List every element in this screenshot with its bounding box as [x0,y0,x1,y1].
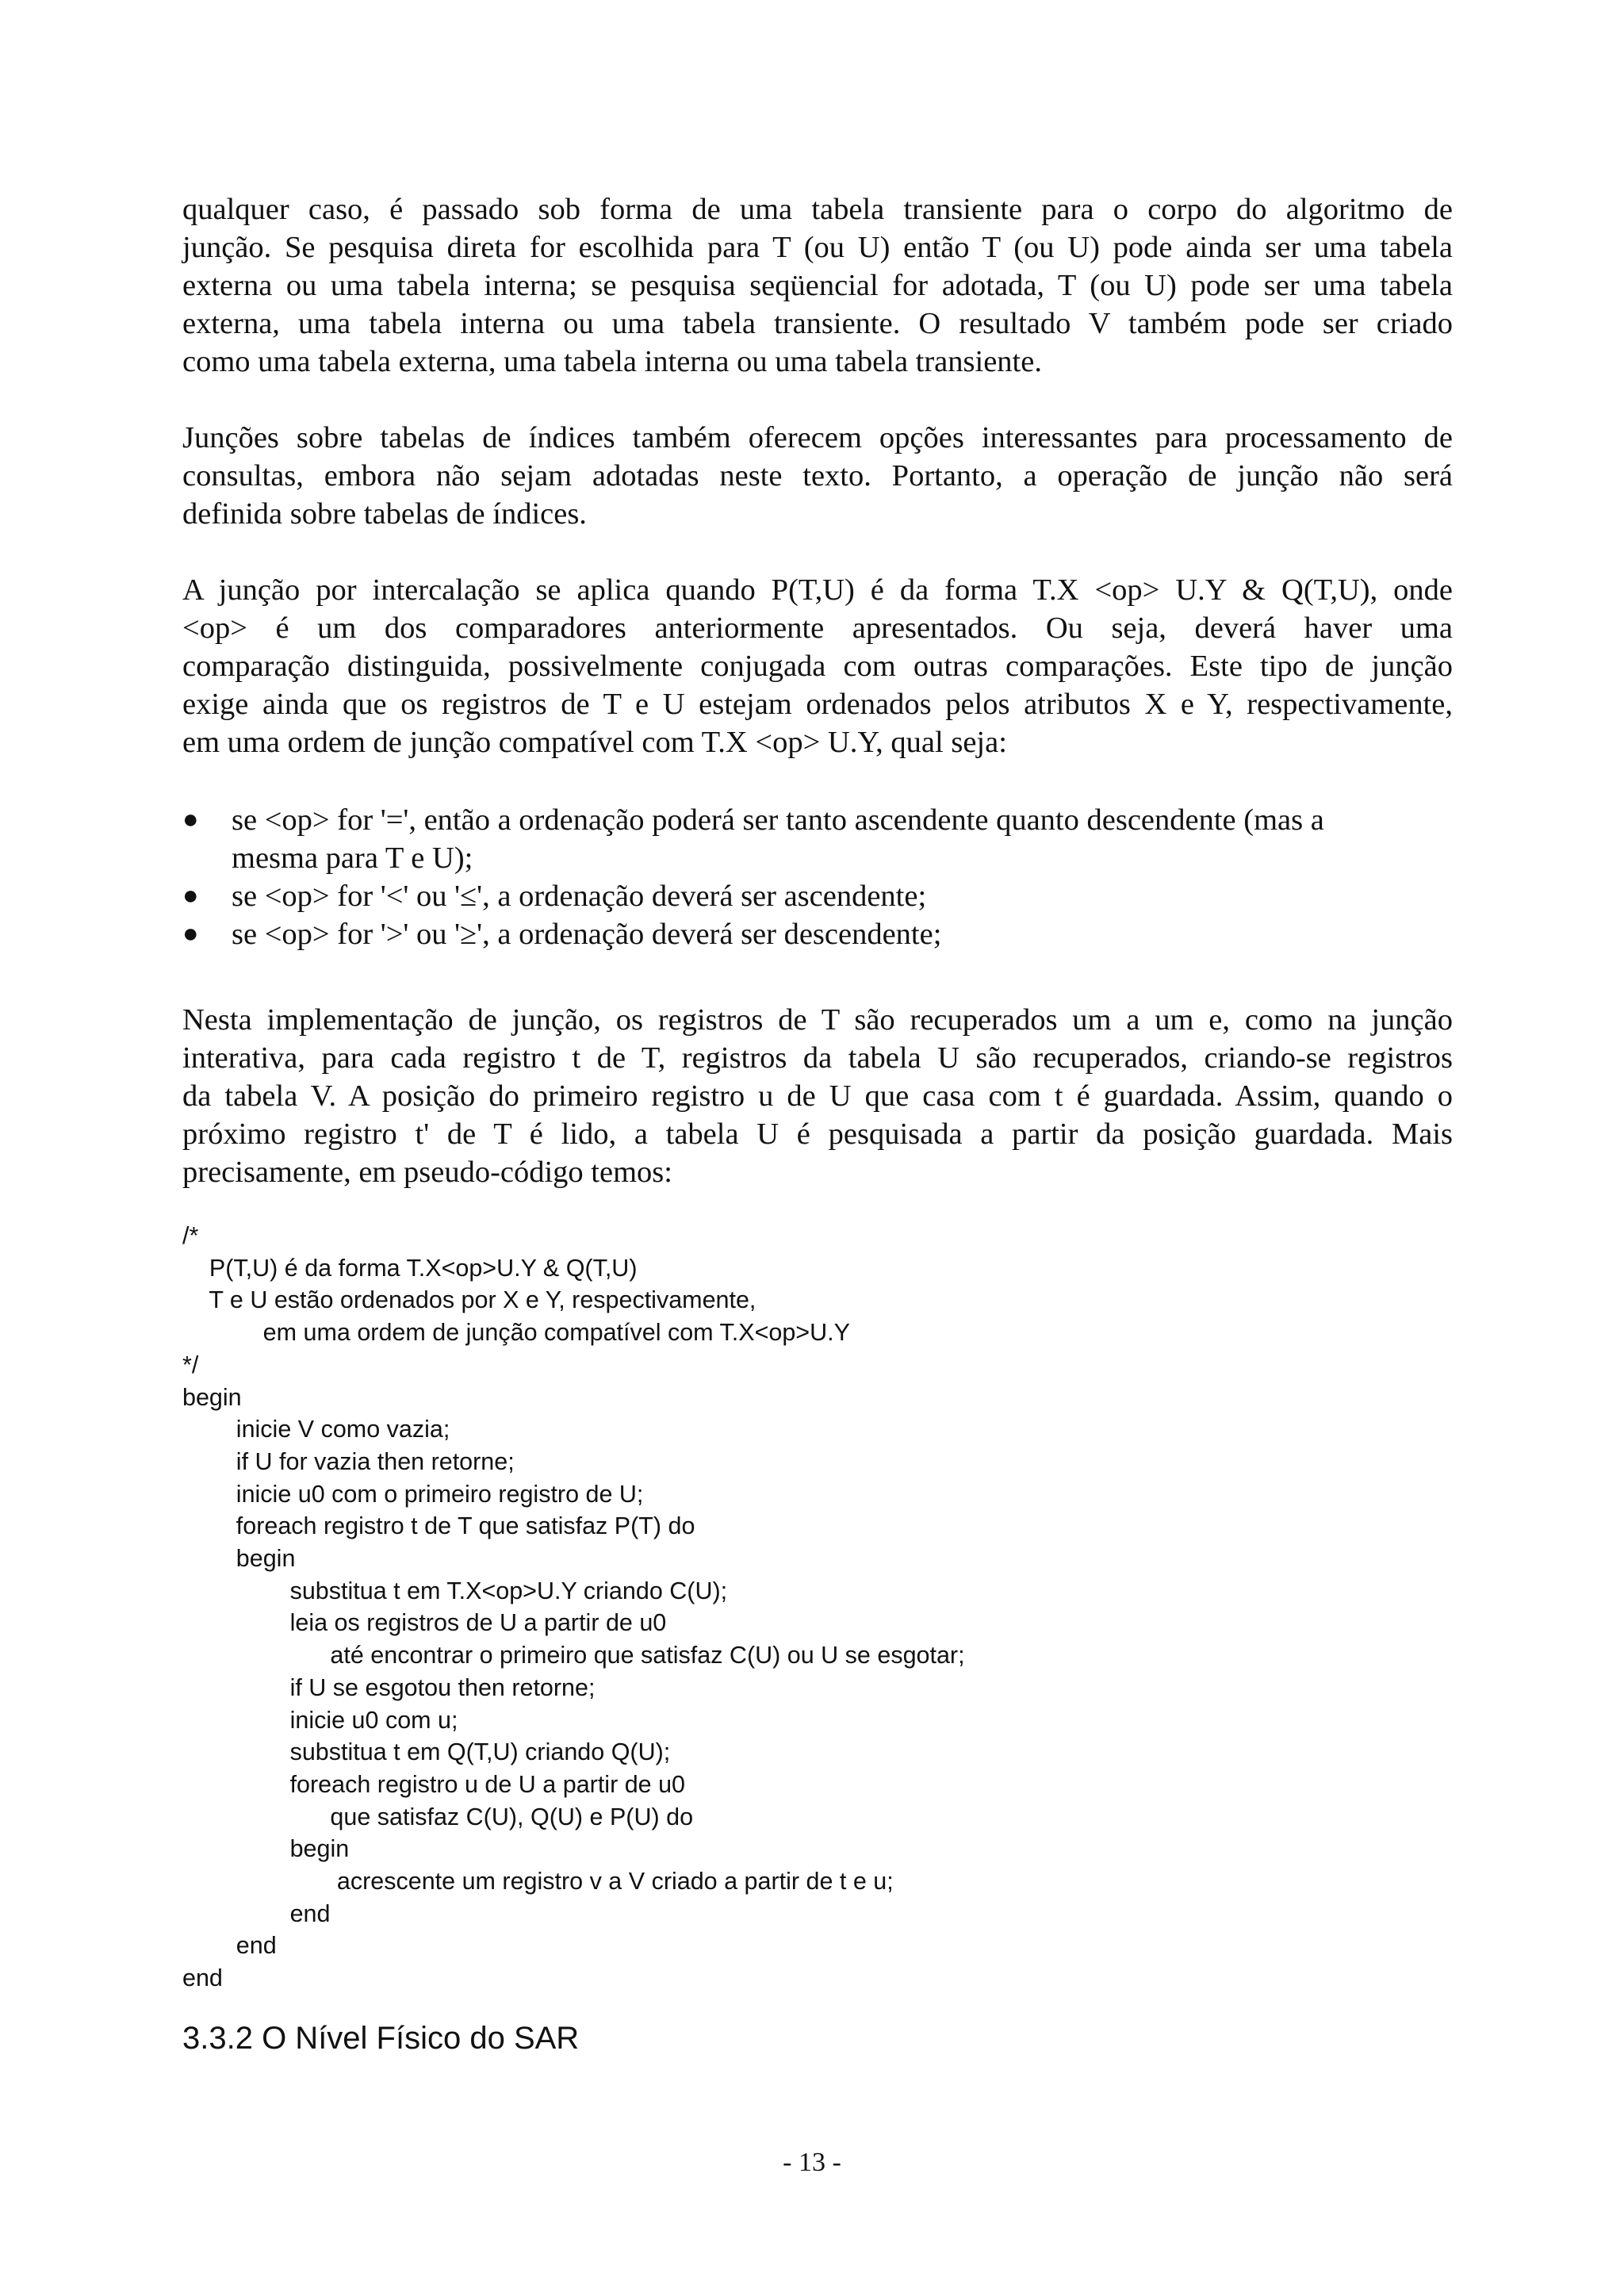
code-line: inicie V como vazia; [182,1416,450,1443]
bullet-item [182,877,1453,915]
bullet-icon: ● [182,919,199,949]
text-line: como uma tabela externa, uma tabela interna ou uma tabela transiente. [182,345,1042,378]
code-line: inicie u0 com o primeiro registro de U; [182,1480,644,1508]
paragraph-3 [182,571,1453,761]
text-line: externa, uma tabela interna ou uma tabela transiente. O resultado V também pode ser criado [182,307,1453,340]
page-number: - 13 - [783,2148,841,2177]
code-line: /* [182,1222,199,1249]
bullet-item [182,801,1453,877]
code-line: */ [182,1351,199,1378]
code-line: foreach registro u de U a partir de u0 [182,1770,686,1798]
code-line: que satisfaz C(U), Q(U) e P(U) do [182,1803,694,1830]
text-line: interativa, para cada registro t de T, registros da tabela U são recuperados, criando-se registros [182,1041,1453,1075]
text-line: consultas, embora não sejam adotadas neste texto. Portanto, a operação de junção não será [182,459,1453,493]
paragraph-1 [182,190,1453,381]
bullet-icon: ● [182,805,199,834]
code-line: if U se esgotou then retorne; [182,1673,596,1701]
code-line: acrescente um registro v a V criado a partir de t e u; [182,1868,894,1895]
text-line: A junção por intercalação se aplica quando P(T,U) é da forma T.X <op> U.Y & Q(T,U), onde [182,573,1453,607]
section-heading: 3.3.2 O Nível Físico do SAR [182,2021,580,2056]
paragraph-text [182,190,1453,381]
text-line: em uma ordem de junção compatível com T.X <op> U.Y, qual seja: [182,726,1007,759]
code-line: end [182,1899,331,1927]
text-line: Junções sobre tabelas de índices também oferecem opções interessantes para processamento de [182,421,1453,454]
code-line: leia os registros de U a partir de u0 [182,1609,667,1637]
text-line: se <op> for '<' ou '≤', a ordenação deverá ser ascendente; [232,880,927,913]
text-line: externa ou uma tabela interna; se pesquisa seqüencial for adotada, T (ou U) pode ser uma tabela [182,269,1453,302]
code-line: end [182,1932,277,1960]
code-line: if U for vazia then retorne; [182,1447,515,1475]
text-line: se <op> for '>' ou '≥', a ordenação deverá ser descendente; [232,918,942,951]
text-line: Nesta implementação de junção, os registros de T são recuperados um a um e, como na junção [182,1003,1453,1037]
code-line: begin [182,1383,242,1411]
code-line: substitua t em T.X<op>U.Y criando C(U); [182,1577,728,1604]
code-line: P(T,U) é da forma T.X<op>U.Y & Q(T,U) [182,1254,638,1282]
text-line: comparação distinguida, possivelmente conjugada com outras comparações. Este tipo de junção [182,650,1453,683]
text-line: mesma para T e U); [232,841,473,875]
bullet-item [182,915,1453,953]
code-line: begin [182,1835,350,1863]
text-line: se <op> for '=', então a ordenação poderá ser tanto ascendente quanto descendente (mas a [232,803,1324,837]
text-line: qualquer caso, é passado sob forma de uma tabela transiente para o corpo do algoritmo de [182,193,1453,226]
code-line: foreach registro t de T que satisfaz P(T) do [182,1512,695,1540]
text-line: definida sobre tabelas de índices. [182,497,587,531]
text-line: próximo registro t' de T é lido, a tabela U é pesquisada a partir da posição guardada. Mais [182,1117,1453,1151]
paragraph-text [182,1001,1453,1191]
paragraph-text [182,571,1453,761]
code-line: inicie u0 com u; [182,1706,458,1734]
paragraph-text [182,419,1453,533]
text-line: precisamente, em pseudo-código temos: [182,1156,672,1189]
code-line: substitua t em Q(T,U) criando Q(U); [182,1738,671,1766]
text-line: exige ainda que os registros de T e U estejam ordenados pelos atributos X e Y, respectivamente, [182,688,1453,721]
text-line: <op> é um dos comparadores anteriormente apresentados. Ou seja, deverá haver uma [182,611,1453,645]
ordering-bullet-list [182,801,1453,953]
text-line: da tabela V. A posição do primeiro registro u de U que casa com t é guardada. Assim, quando o [182,1079,1453,1113]
text-line: junção. Se pesquisa direta for escolhida para T (ou U) então T (ou U) pode ainda ser uma tabela [182,231,1453,264]
code-line: end [182,1964,223,1992]
code-line: até encontrar o primeiro que satisfaz C(U) ou U se esgotar; [182,1642,965,1669]
paragraph-2 [182,419,1453,533]
code-line: T e U estão ordenados por X e Y, respectivamente, [182,1286,756,1314]
paragraph-4 [182,1001,1453,1191]
code-line: em uma ordem de junção compatível com T.X<op>U.Y [182,1319,850,1347]
pseudo-code-block [182,1220,965,1995]
bullet-icon: ● [182,881,199,910]
code-line: begin [182,1545,296,1573]
